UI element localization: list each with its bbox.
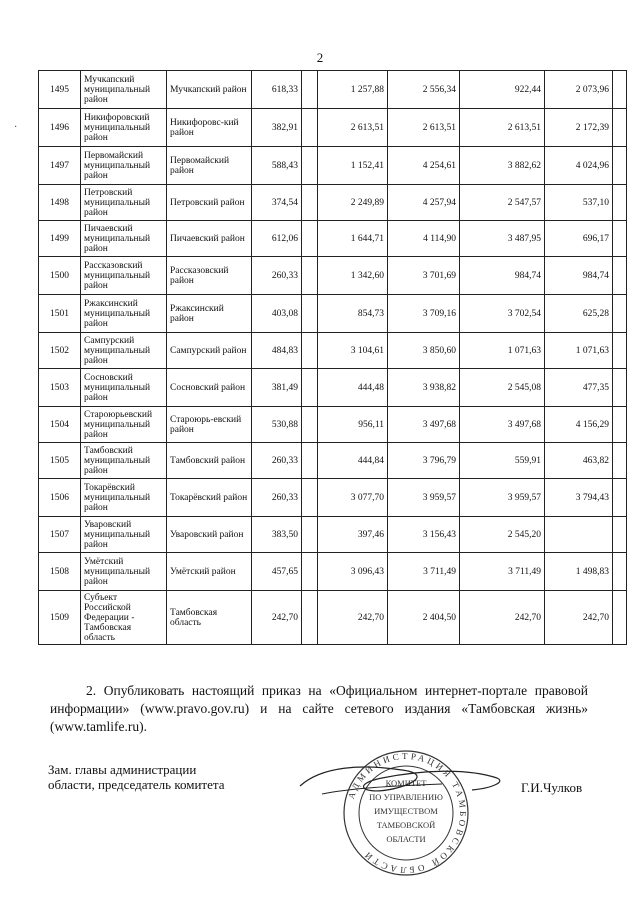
municipality-name: Староюрьевский муниципальный район [81, 407, 167, 443]
district-name: Сампурский район [167, 333, 252, 369]
svg-text:ТАМБОВСКОЙ: ТАМБОВСКОЙ [376, 820, 436, 830]
district-name: Тамбовский район [167, 443, 252, 479]
value-col-4: 3 487,95 [460, 221, 545, 257]
table-row [39, 517, 627, 553]
value-col-5: 1 071,63 [545, 333, 613, 369]
value-col-4: 2 545,20 [460, 517, 545, 553]
district-name: Петровский район [167, 185, 252, 221]
value-col-5: 3 794,43 [545, 479, 613, 517]
value-col-2: 1 644,71 [318, 221, 388, 257]
blank-cell [302, 443, 318, 479]
district-name: Ржаксинский район [167, 295, 252, 333]
svg-text:ИМУЩЕСТВОМ: ИМУЩЕСТВОМ [374, 806, 438, 816]
table-row [39, 185, 627, 221]
blank-cell [613, 591, 627, 645]
municipality-name: Токарёвский муниципальный район [81, 479, 167, 517]
blank-cell [613, 443, 627, 479]
municipality-name: Уваровский муниципальный район [81, 517, 167, 553]
blank-cell [302, 369, 318, 407]
blank-cell [613, 295, 627, 333]
value-col-5: 537,10 [545, 185, 613, 221]
value-col-5: 1 498,83 [545, 553, 613, 591]
district-name: Первомайский район [167, 147, 252, 185]
value-col-4: 2 545,08 [460, 369, 545, 407]
value-col-5: 477,35 [545, 369, 613, 407]
district-name: Умётский район [167, 553, 252, 591]
table-row [39, 407, 627, 443]
signatory-title-line-1: Зам. главы администрации [48, 762, 197, 777]
value-col-4: 2 547,57 [460, 185, 545, 221]
value-col-3: 3 497,68 [388, 407, 460, 443]
value-col-2: 3 104,61 [318, 333, 388, 369]
value-col-2: 1 342,60 [318, 257, 388, 295]
table-row [39, 553, 627, 591]
value-col-3: 2 556,34 [388, 71, 460, 109]
value-col-2: 444,48 [318, 369, 388, 407]
data-table [38, 70, 627, 645]
value-col-2: 3 077,70 [318, 479, 388, 517]
value-col-3: 3 796,79 [388, 443, 460, 479]
value-col-1: 618,33 [252, 71, 302, 109]
row-number: 1509 [39, 591, 81, 645]
blank-cell [302, 295, 318, 333]
table-row [39, 479, 627, 517]
blank-cell [613, 221, 627, 257]
municipality-name: Первомайский муниципальный район [81, 147, 167, 185]
margin-mark: · [14, 122, 18, 133]
row-number: 1496 [39, 109, 81, 147]
value-col-5: 4 024,96 [545, 147, 613, 185]
value-col-3: 3 850,60 [388, 333, 460, 369]
table-row [39, 333, 627, 369]
row-number: 1503 [39, 369, 81, 407]
handwritten-signature [292, 756, 512, 806]
value-col-3: 3 701,69 [388, 257, 460, 295]
row-number: 1495 [39, 71, 81, 109]
municipality-name: Мучкапский муниципальный район [81, 71, 167, 109]
value-col-3: 3 156,43 [388, 517, 460, 553]
table-row [39, 443, 627, 479]
blank-cell [302, 221, 318, 257]
blank-cell [302, 257, 318, 295]
municipality-name: Сампурский муниципальный район [81, 333, 167, 369]
value-col-1: 260,33 [252, 443, 302, 479]
value-col-2: 956,11 [318, 407, 388, 443]
table-row [39, 257, 627, 295]
value-col-5: 4 156,29 [545, 407, 613, 443]
value-col-4: 242,70 [460, 591, 545, 645]
blank-cell [613, 71, 627, 109]
table-row [39, 295, 627, 333]
blank-cell [613, 333, 627, 369]
municipality-name: Умётский муниципальный район [81, 553, 167, 591]
table-row [39, 71, 627, 109]
value-col-4: 3 711,49 [460, 553, 545, 591]
blank-cell [302, 147, 318, 185]
value-col-3: 2 613,51 [388, 109, 460, 147]
value-col-3: 4 257,94 [388, 185, 460, 221]
municipality-name: Ржаксинский муниципальный район [81, 295, 167, 333]
value-col-5: 696,17 [545, 221, 613, 257]
signatory-title [48, 762, 224, 792]
svg-text:ПО УПРАВЛЕНИЮ: ПО УПРАВЛЕНИЮ [369, 792, 443, 802]
blank-cell [613, 517, 627, 553]
value-col-1: 612,06 [252, 221, 302, 257]
value-col-1: 403,08 [252, 295, 302, 333]
signatory-title-line-2: области, председатель комитета [48, 777, 225, 792]
value-col-3: 3 711,49 [388, 553, 460, 591]
value-col-3: 4 254,61 [388, 147, 460, 185]
value-col-4: 922,44 [460, 71, 545, 109]
blank-cell [302, 109, 318, 147]
value-col-1: 242,70 [252, 591, 302, 645]
value-col-2: 1 152,41 [318, 147, 388, 185]
row-number: 1500 [39, 257, 81, 295]
svg-text:АДМИНИСТРАЦИЯ ТАМБОВСКОЙ ОБЛАС: АДМИНИСТРАЦИЯ ТАМБОВСКОЙ ОБЛАСТИ [345, 750, 469, 876]
table-row [39, 591, 627, 645]
district-name: Уваровский район [167, 517, 252, 553]
municipality-name: Субъект Российской Федерации - Тамбовская область [81, 591, 167, 645]
row-number: 1507 [39, 517, 81, 553]
value-col-1: 260,33 [252, 479, 302, 517]
value-col-2: 397,46 [318, 517, 388, 553]
row-number: 1502 [39, 333, 81, 369]
row-number: 1508 [39, 553, 81, 591]
district-name: Мучкапский район [167, 71, 252, 109]
value-col-5: 984,74 [545, 257, 613, 295]
blank-cell [302, 591, 318, 645]
blank-cell [613, 369, 627, 407]
value-col-5: 625,28 [545, 295, 613, 333]
value-col-3: 2 404,50 [388, 591, 460, 645]
row-number: 1497 [39, 147, 81, 185]
blank-cell [613, 479, 627, 517]
district-name: Рассказовский район [167, 257, 252, 295]
row-number: 1498 [39, 185, 81, 221]
value-col-1: 588,43 [252, 147, 302, 185]
blank-cell [613, 257, 627, 295]
blank-cell [613, 147, 627, 185]
value-col-5 [545, 517, 613, 553]
svg-text:ОБЛАСТИ: ОБЛАСТИ [386, 834, 426, 844]
blank-cell [613, 553, 627, 591]
blank-cell [613, 185, 627, 221]
value-col-4: 3 702,54 [460, 295, 545, 333]
district-name: Сосновский район [167, 369, 252, 407]
table-row [39, 369, 627, 407]
value-col-3: 3 959,57 [388, 479, 460, 517]
svg-text:КОМИТЕТ: КОМИТЕТ [385, 778, 427, 788]
value-col-2: 1 257,88 [318, 71, 388, 109]
value-col-2: 854,73 [318, 295, 388, 333]
blank-cell [302, 407, 318, 443]
value-col-2: 444,84 [318, 443, 388, 479]
value-col-1: 530,88 [252, 407, 302, 443]
blank-cell [302, 479, 318, 517]
municipality-name: Сосновский муниципальный район [81, 369, 167, 407]
value-col-5: 242,70 [545, 591, 613, 645]
value-col-1: 374,54 [252, 185, 302, 221]
value-col-1: 383,50 [252, 517, 302, 553]
district-name: Токарёвский район [167, 479, 252, 517]
value-col-1: 457,65 [252, 553, 302, 591]
signatory-name: Г.И.Чулков [521, 780, 583, 795]
blank-cell [302, 517, 318, 553]
blank-cell [613, 109, 627, 147]
blank-cell [613, 407, 627, 443]
value-col-4: 3 959,57 [460, 479, 545, 517]
value-col-2: 2 249,89 [318, 185, 388, 221]
municipality-name: Петровский муниципальный район [81, 185, 167, 221]
row-number: 1501 [39, 295, 81, 333]
table-row [39, 147, 627, 185]
value-col-4: 1 071,63 [460, 333, 545, 369]
value-col-1: 382,91 [252, 109, 302, 147]
value-col-3: 3 938,82 [388, 369, 460, 407]
value-col-4: 3 882,62 [460, 147, 545, 185]
district-name: Тамбовская область [167, 591, 252, 645]
value-col-5: 2 073,96 [545, 71, 613, 109]
page-number: 2 [316, 50, 324, 65]
row-number: 1506 [39, 479, 81, 517]
municipality-name: Тамбовский муниципальный район [81, 443, 167, 479]
row-number: 1505 [39, 443, 81, 479]
value-col-2: 2 613,51 [318, 109, 388, 147]
value-col-4: 559,91 [460, 443, 545, 479]
row-number: 1504 [39, 407, 81, 443]
value-col-1: 260,33 [252, 257, 302, 295]
value-col-4: 2 613,51 [460, 109, 545, 147]
value-col-3: 3 709,16 [388, 295, 460, 333]
blank-cell [302, 185, 318, 221]
row-number: 1499 [39, 221, 81, 257]
value-col-2: 3 096,43 [318, 553, 388, 591]
publication-paragraph: 2. Опубликовать настоящий приказ на «Официальном интернет-портале правовой информации» (www.pravo.gov.ru) и на сайте сетевого издания «Тамбовская жизнь» (www.tamlife.ru). [50, 683, 588, 734]
table-row [39, 109, 627, 147]
value-col-3: 4 114,90 [388, 221, 460, 257]
blank-cell [302, 71, 318, 109]
value-col-2: 242,70 [318, 591, 388, 645]
value-col-5: 2 172,39 [545, 109, 613, 147]
municipality-name: Пичаевский муниципальный район [81, 221, 167, 257]
district-name: Пичаевский район [167, 221, 252, 257]
district-name: Никифоровс-кий район [167, 109, 252, 147]
value-col-1: 484,83 [252, 333, 302, 369]
blank-cell [302, 333, 318, 369]
value-col-1: 381,49 [252, 369, 302, 407]
value-col-5: 463,82 [545, 443, 613, 479]
district-name: Староюрь-евский район [167, 407, 252, 443]
value-col-4: 984,74 [460, 257, 545, 295]
municipality-name: Никифоровский муниципальный район [81, 109, 167, 147]
municipality-name: Рассказовский муниципальный район [81, 257, 167, 295]
blank-cell [302, 553, 318, 591]
table-row [39, 221, 627, 257]
value-col-4: 3 497,68 [460, 407, 545, 443]
